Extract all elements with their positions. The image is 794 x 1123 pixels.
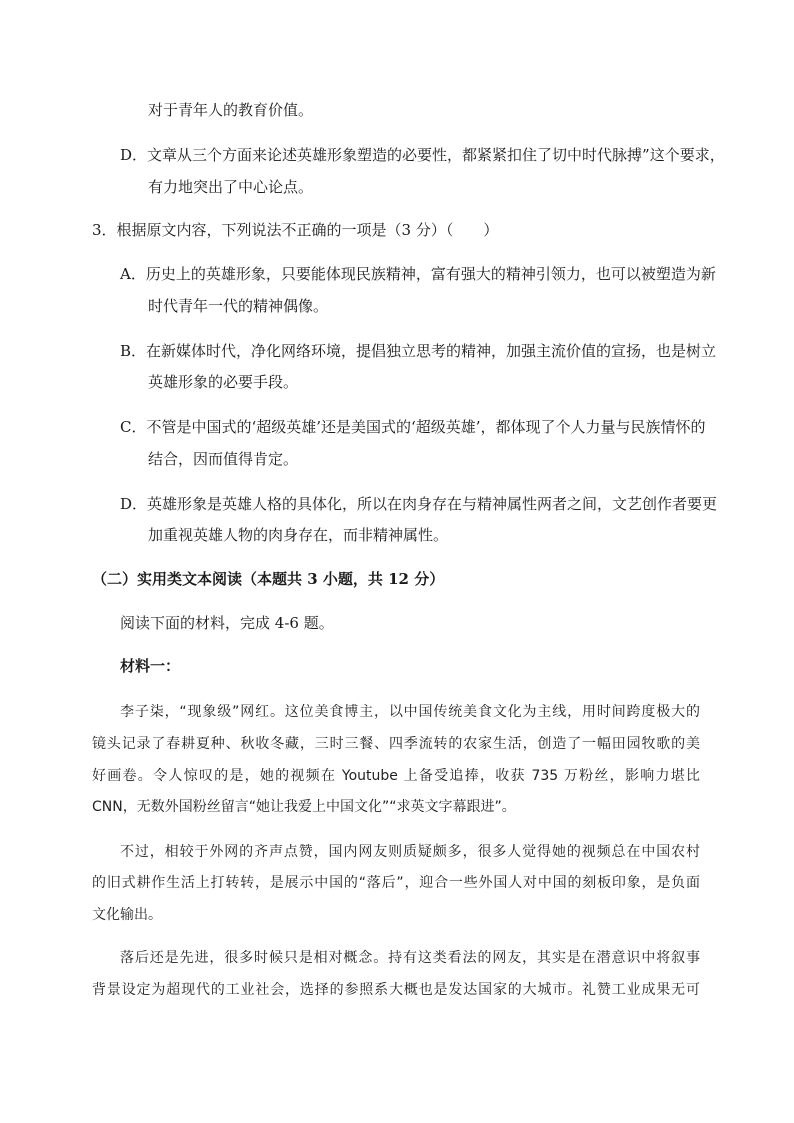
q3-option-b-cont: 英雄形象的必要手段。 xyxy=(148,373,299,391)
q3-option-d: D．英雄形象是英雄人格的具体化，所以在肉身存在与精神属性两者之间，文艺创作者要更 xyxy=(120,495,718,513)
q3-option-a: A．历史上的英雄形象，只要能体现民族精神，富有强大的精神引领力，也可以被塑造为新 xyxy=(120,265,716,283)
material-p2-l2: 的旧式耕作生活上打转转，是展示中国的“落后”，迎合一些外国人对中国的刻板印象，是负面 xyxy=(92,875,700,891)
q3-option-d-cont: 加重视英雄人物的肉身存在，而非精神属性。 xyxy=(148,526,449,544)
material-p1-l4: CNN，无数外国粉丝留言“她让我爱上中国文化”“求英文字幕跟进”。 xyxy=(92,799,516,815)
q3-option-a-cont: 时代青年一代的精神偶像。 xyxy=(148,297,329,315)
q2-option-d-cont: 有力地突出了中心论点。 xyxy=(148,178,314,196)
material-p3-l1: 落后还是先进，很多时候只是相对概念。持有这类看法的网友，其实是在潜意识中将叙事 xyxy=(120,950,700,966)
instruction: 阅读下面的材料，完成 4-6 题。 xyxy=(120,614,334,632)
q2-option-c-cont: 对于青年人的教育价值。 xyxy=(148,101,314,119)
material-heading: 材料一： xyxy=(120,657,181,675)
material-p1-l1: 李子柒，“现象级”网红。这位美食博主，以中国传统美食文化为主线，用时间跨度极大的 xyxy=(120,704,700,720)
material-p1-l2: 镜头记录了春耕夏种、秋收冬藏，三时三餐、四季流转的农家生活，创造了一幅田园牧歌的美 xyxy=(92,736,700,752)
material-p3-l2: 背景设定为超现代的工业社会，选择的参照系大概也是发达国家的大城市。礼赞工业成果无可 xyxy=(92,982,700,998)
material-p2-l3: 文化输出。 xyxy=(92,907,162,923)
material-p1-l3: 好画卷。令人惊叹的是，她的视频在 Youtube 上备受追捧，收获 735 万粉丝，影响力堪比 xyxy=(92,768,700,784)
material-p2-l1: 不过，相较于外网的齐声点赞，国内网友则质疑颇多，很多人觉得她的视频总在中国农村 xyxy=(120,844,700,860)
q3-option-c: C．不管是中国式的‘超级英雄’还是美国式的‘超级英雄’，都体现了个人力量与民族情怀的 xyxy=(120,418,706,436)
q3-option-c-cont: 结合，因而值得肯定。 xyxy=(148,450,299,468)
q2-option-d: D．文章从三个方面来论述英雄形象塑造的必要性，都紧紧扣住了切中时代脉搏”这个要求， xyxy=(120,146,725,164)
section-heading: （二）实用类文本阅读（本题共 3 小题，共 12 分） xyxy=(92,570,445,588)
q3-stem: 3．根据原文内容，下列说法不正确的一项是（3 分）（ ） xyxy=(92,221,499,239)
q3-option-b: B．在新媒体时代，净化网络环境，提倡独立思考的精神，加强主流价值的宣扬，也是树立 xyxy=(120,342,717,360)
